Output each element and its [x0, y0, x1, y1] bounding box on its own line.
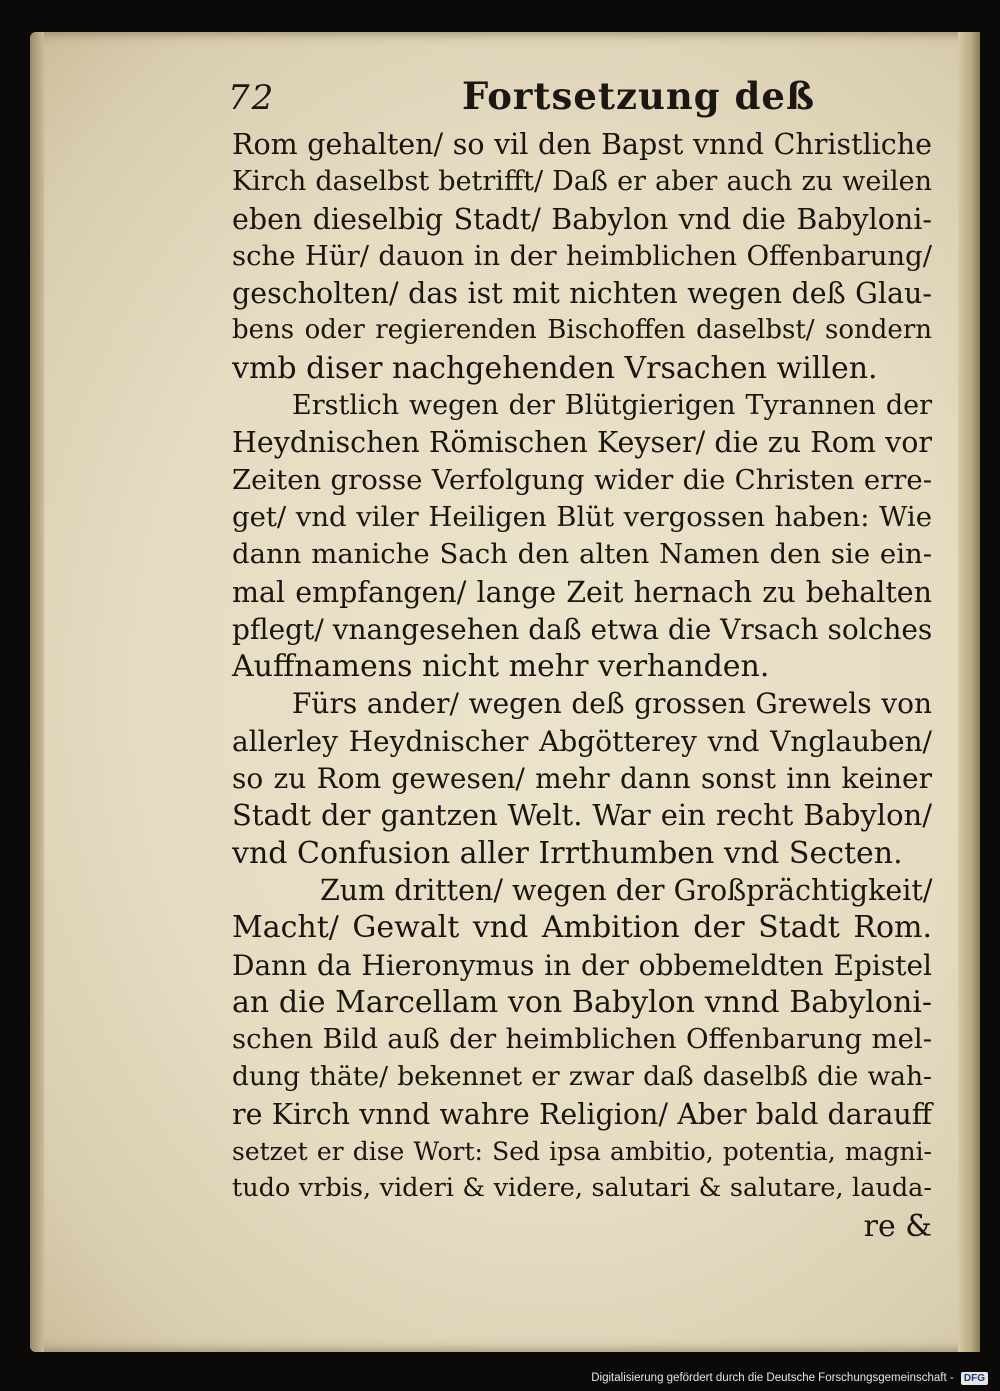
- credit-text: Digitalisierung gefördert durch die Deutsche Forschungsgemeinschaft -: [591, 1372, 954, 1384]
- text-line: allerley Heydnischer Abgötterey vnd Vnglauben/: [232, 724, 932, 758]
- text-line: get/ vnd viler Heiligen Blüt vergossen haben: Wie: [232, 500, 932, 533]
- page-fore-edge: [958, 32, 980, 1352]
- text-line: sche Hür/ dauon in der heimblichen Offenbarung/: [232, 239, 932, 272]
- text-line: gescholten/ das ist mit nichten wegen deß Glau-: [232, 277, 932, 311]
- text-line: Heydnischen Römischen Keyser/ die zu Rom vor: [232, 426, 932, 460]
- page-gutter: [30, 32, 44, 1352]
- paragraph-first-line: Erstlich wegen der Blütgierigen Tyrannen der: [292, 390, 932, 422]
- text-line: an die Marcellam von Babylon vnnd Babyloni-: [232, 984, 932, 1020]
- text-line: setzet er dise Wort: Sed ipsa ambitio, potentia, magni-: [232, 1137, 932, 1167]
- text-line: mal empfangen/ lange Zeit hernach zu behalten: [232, 575, 932, 609]
- text-line: eben dieselbig Stadt/ Babylon vnd die Babyloni-: [232, 202, 932, 236]
- text-line: Rom gehalten/ so vil den Bapst vnnd Christliche: [232, 128, 932, 161]
- catchword: re &: [863, 1208, 932, 1244]
- text-line: tudo vrbis, videri & videre, salutari & salutare, lauda-: [232, 1173, 932, 1204]
- text-line: Kirch daselbst betrifft/ Daß er aber auch zu weilen: [232, 166, 932, 198]
- paragraph-first-line: Zum dritten/ wegen der Großprächtigkeit/: [320, 873, 933, 907]
- page-number: 72: [228, 78, 276, 118]
- footer-bar: [0, 1363, 1000, 1391]
- text-line: Auffnamens nicht mehr verhanden.: [232, 649, 770, 685]
- text-line: vnd Confusion aller Irrthumben vnd Secten.: [232, 835, 903, 871]
- paragraph-first-line: Fürs ander/ wegen deß grossen Grewels von: [292, 687, 932, 721]
- text-line: Dann da Hieronymus in der obbemeldten Epistel: [232, 948, 932, 982]
- text-line: vmb diser nachgehenden Vrsachen willen.: [232, 350, 878, 386]
- text-line: schen Bild auß der heimblichen Offenbarung mel-: [232, 1023, 932, 1056]
- text-line: Macht/ Gewalt vnd Ambition der Stadt Rom.: [232, 910, 932, 946]
- text-line: re Kirch vnnd wahre Religion/ Aber bald darauff: [232, 1097, 932, 1131]
- body-text: [232, 126, 932, 1245]
- text-line: dung thäte/ bekennet er zwar daß daselbß die wah-: [232, 1061, 932, 1093]
- text-line: so zu Rom gewesen/ mehr dann sonst inn keiner: [232, 762, 932, 796]
- text-line: dann maniche Sach den alten Namen den sie ein-: [232, 538, 932, 571]
- text-line: Stadt der gantzen Welt. War ein recht Babylon/: [232, 798, 932, 833]
- dfg-logo: DFG: [961, 1372, 988, 1385]
- text-line: bens oder regierenden Bischoffen daselbst/ sondern: [232, 315, 932, 346]
- text-line: Zeiten grosse Verfolgung wider die Christen erre-: [232, 463, 932, 496]
- digitization-credit: [591, 1372, 988, 1385]
- running-head: Fortsetzung deß: [462, 74, 816, 118]
- text-line: pflegt/ vnangesehen daß etwa die Vrsach solches: [232, 612, 933, 646]
